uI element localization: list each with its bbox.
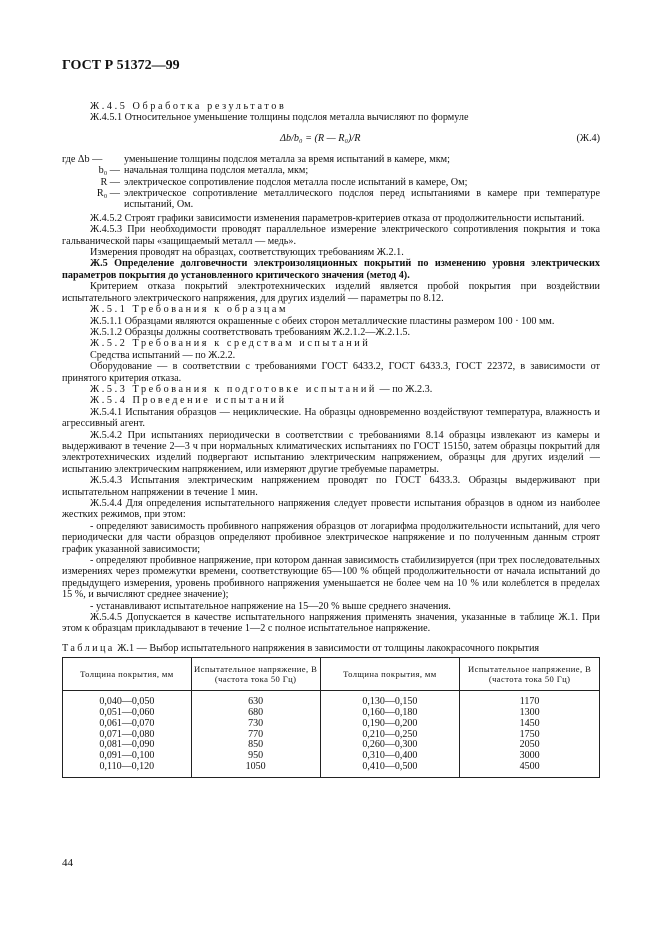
heading-5-3 bbox=[62, 384, 600, 395]
table-cell: 0,130—0,150 bbox=[320, 691, 460, 708]
formula-block bbox=[62, 124, 600, 154]
table-caption-label: Таблица bbox=[62, 642, 115, 654]
definition-text: электрическое сопротивление металлического подслоя перед испытаниями в камере при температуре испытаний, Ом. bbox=[124, 188, 600, 211]
table-cell: 950 bbox=[191, 751, 320, 762]
table-cell: 0,260—0,300 bbox=[320, 740, 460, 751]
table-cell: 1300 bbox=[460, 708, 600, 719]
table-cell: 850 bbox=[191, 740, 320, 751]
definition-row bbox=[62, 177, 600, 188]
table-cell: 0,071—0,080 bbox=[63, 730, 192, 741]
table-cell: 1050 bbox=[191, 762, 320, 777]
paragraph-5-1-1: Ж.5.1.1 Образцами являются окрашенные с обеих сторон металлические пластины размером 100 · 100 мм. bbox=[90, 315, 555, 327]
paragraph-measurements: Измерения проводят на образцах, соответствующих требованиям Ж.2.1. bbox=[90, 247, 404, 259]
bullet-item: - определяют пробивное напряжение, при котором данная зависимость стабилизируется (при трех последовательных измерениях через промежутки времени, соответствующие 65—100 % общей продолжительности от начала испытаний до предыдущего измерения, уровень пробивного напряжения уменьшается не более чем на 10 % или колеблется в пределах 15 %, и вычисляют среднее значение); bbox=[62, 555, 600, 601]
paragraph-5-1-2: Ж.5.1.2 Образцы должны соответствовать требованиям Ж.2.1.2—Ж.2.1.5. bbox=[90, 326, 411, 338]
table-cell: 0,040—0,050 bbox=[63, 691, 192, 708]
paragraph-5-4-5: Ж.5.4.5 Допускается в качестве испытательного напряжения применять значения, указанные в таблице Ж.1. При этом к образцам прикладывают в течение 1—2 с полное испытательное напряжение. bbox=[62, 612, 600, 635]
column-header: Толщина покрытия, мм bbox=[63, 658, 192, 691]
section-5-title: Ж.5 Определение долговечности электроизоляционных покрытий по изменению уровня электрических параметров покрытия до установленного критического значения (метод 4). bbox=[62, 258, 600, 281]
paragraph-5-2-b: Оборудование — в соответствии с требованиями ГОСТ 6433.2, ГОСТ 6433.3, ГОСТ 22372, в зависимости от принятого критерия отказа. bbox=[62, 361, 600, 384]
table-cell: 0,091—0,100 bbox=[63, 751, 192, 762]
heading-5-3-spaced: Ж.5.3 Требования к подготовке испытаний bbox=[90, 383, 377, 395]
table-cell: 4500 bbox=[460, 762, 600, 777]
heading-5-1: Ж.5.1 Требования к образцам bbox=[90, 304, 289, 316]
paragraph-5-intro: Критерием отказа покрытий электротехнических изделий является пробой покрытия при воздействии испытательного электрического напряжения, для других изделий — параметры по 8.12. bbox=[62, 281, 600, 304]
formula: Δb/b₀ = (R — R₀)/R bbox=[280, 132, 361, 144]
document-body bbox=[62, 101, 600, 778]
paragraph-4-5-2: Ж.4.5.2 Строят графики зависимости изменения параметров-критериев отказа от продолжительности испытаний. bbox=[90, 212, 585, 224]
table-row bbox=[63, 762, 600, 777]
table-cell: 0,190—0,200 bbox=[320, 719, 460, 730]
table-cell: 0,210—0,250 bbox=[320, 730, 460, 741]
definition-symbol: R — bbox=[100, 176, 120, 188]
definition-text: начальная толщина подслоя металла, мкм; bbox=[124, 165, 309, 177]
formula-number: (Ж.4) bbox=[576, 132, 600, 144]
table-cell: 1750 bbox=[460, 730, 600, 741]
table-cell: 0,081—0,090 bbox=[63, 740, 192, 751]
definition-prefix: где Δb — bbox=[62, 153, 103, 165]
table-cell: 0,310—0,400 bbox=[320, 751, 460, 762]
bullet-item: - определяют зависимость пробивного напряжения образцов от логарифма продолжительности испытаний, для чего периодически для части образцов определяют пробивное электрическое напряжение и по полученным данным строят график указанной зависимости; bbox=[62, 520, 600, 555]
paragraph-5-4-4: Ж.5.4.4 Для определения испытательного напряжения следует провести испытания образцов в одном из наиболее жестких режимов, при этом: bbox=[62, 498, 600, 521]
table-header-row bbox=[63, 658, 600, 691]
table-caption-text: Ж.1 — Выбор испытательного напряжения в зависимости от толщины лакокрасочного покрытия bbox=[114, 642, 540, 654]
table-cell: 680 bbox=[191, 708, 320, 719]
table-caption bbox=[62, 643, 600, 654]
definition-symbol: b₀ — bbox=[98, 165, 120, 177]
table-cell: 730 bbox=[191, 719, 320, 730]
table-cell: 770 bbox=[191, 730, 320, 741]
definition-row bbox=[62, 154, 600, 165]
definition-row bbox=[62, 165, 600, 176]
table-row bbox=[63, 691, 600, 708]
voltage-table bbox=[62, 657, 600, 778]
page-number: 44 bbox=[62, 857, 73, 869]
table-cell: 0,410—0,500 bbox=[320, 762, 460, 777]
paragraph-4-5-3: Ж.4.5.3 При необходимости проводят параллельное измерение электрического сопротивления покрытия и тока гальванической пары «защищаемый металл — медь». bbox=[62, 224, 600, 247]
table-cell: 2050 bbox=[460, 740, 600, 751]
table-cell: 0,110—0,120 bbox=[63, 762, 192, 777]
heading-5-3-tail: — по Ж.2.3. bbox=[376, 383, 433, 395]
column-header: Испытательное напряжение, В (частота тока 50 Гц) bbox=[460, 658, 600, 691]
definition-row bbox=[62, 188, 600, 211]
table-cell: 0,051—0,060 bbox=[63, 708, 192, 719]
column-header: Испытательное напряжение, В (частота тока 50 Гц) bbox=[191, 658, 320, 691]
table-cell: 0,061—0,070 bbox=[63, 719, 192, 730]
table-cell: 0,160—0,180 bbox=[320, 708, 460, 719]
paragraph-5-4-2: Ж.5.4.2 При испытаниях периодически в соответствии с требованиями 8.14 образцы извлекают из камеры и выдерживают в течение 2—3 ч при нормальных климатических испытаниях по ГОСТ 15150, затем образцы покрытий для электротехнических изделий подвергают испытанию электрическим напряжением, образцы для других изделий — испытанию электрическим напряжением, или измеряют другие требуемые параметры. bbox=[62, 429, 600, 475]
heading-5-2: Ж.5.2 Требования к средствам испытаний bbox=[90, 338, 371, 350]
heading-4-5: Ж.4.5 Обработка результатов bbox=[90, 101, 287, 112]
definitions-list bbox=[62, 154, 600, 211]
table-cell: 3000 bbox=[460, 751, 600, 762]
paragraph-5-2-a: Средства испытаний — по Ж.2.2. bbox=[90, 349, 236, 361]
definition-text: электрическое сопротивление подслоя металла после испытаний в камере, Ом; bbox=[124, 176, 468, 188]
paragraph-5-4-3: Ж.5.4.3 Испытания электрическим напряжением проводят по ГОСТ 6433.3. Образцы выдерживают при испытательном напряжении в течение 1 мин. bbox=[62, 475, 600, 498]
document-header: ГОСТ Р 51372—99 bbox=[62, 58, 180, 73]
table-cell: 1170 bbox=[460, 691, 600, 708]
table-cell: 1450 bbox=[460, 719, 600, 730]
column-header: Толщина покрытия, мм bbox=[320, 658, 460, 691]
paragraph-5-4-1: Ж.5.4.1 Испытания образцов — нециклические. На образцы одновременно воздействуют температура, влажность и агрессивный агент. bbox=[62, 406, 600, 430]
definition-text: уменьшение толщины подслоя металла за время испытаний в камере, мкм; bbox=[124, 153, 450, 165]
heading-5-4: Ж.5.4 Проведение испытаний bbox=[90, 395, 287, 407]
bullet-item: - устанавливают испытательное напряжение на 15—20 % выше среднего значения. bbox=[90, 600, 451, 612]
definition-symbol: R₀ — bbox=[96, 188, 120, 200]
paragraph-4-5-1: Ж.4.5.1 Относительное уменьшение толщины подслоя металла вычисляют по формуле bbox=[90, 112, 469, 124]
table-cell: 630 bbox=[191, 691, 320, 708]
